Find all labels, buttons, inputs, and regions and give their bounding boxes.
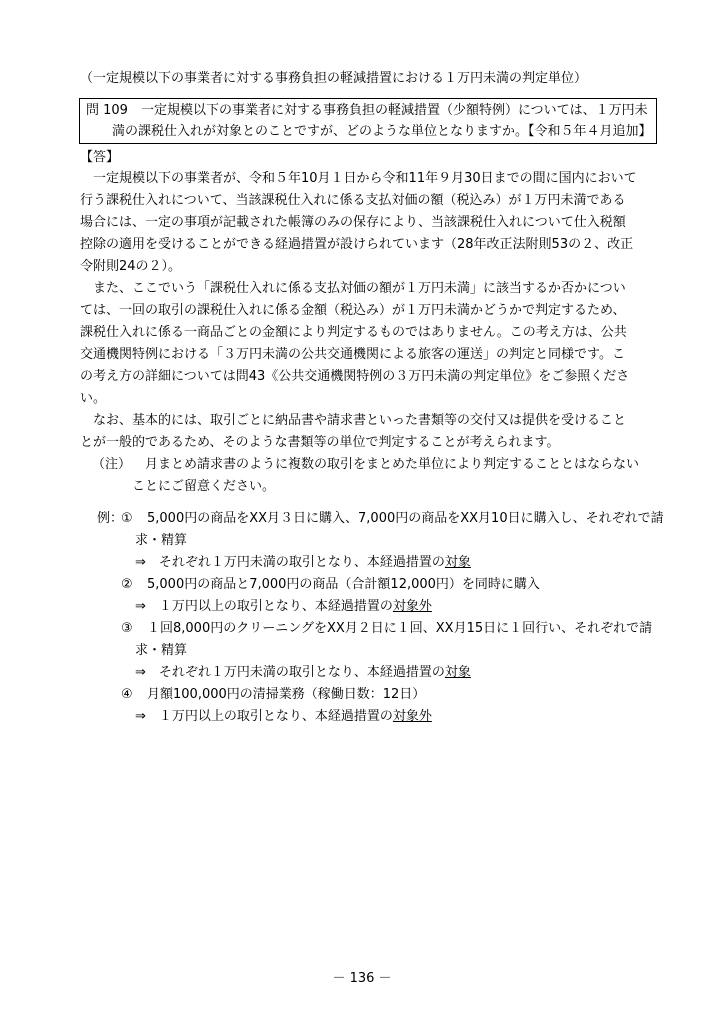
note-line-2: ことにご留意ください。	[132, 479, 276, 494]
example-line: 月額100,000円の清掃業務（稼働日数：12日）	[147, 687, 426, 702]
note-line-1: 月まとめ請求書のように複数の取引をまとめた単位により判定することとはならない	[145, 457, 640, 472]
example-result-text: ⇒ １万円以上の取引となり、本経過措置の	[135, 599, 393, 614]
example-line: １回8,000円のクリーニングをXX月２日に１回、XX月15日に１回行い、それぞれで請	[147, 621, 653, 636]
note-label: （注）	[92, 457, 132, 472]
example-result-text: ⇒ それぞれ１万円未満の取引となり、本経過措置の	[135, 665, 445, 680]
example-result-text: ⇒ １万円以上の取引となり、本経過措置の	[135, 709, 393, 724]
example-result-emphasis: 対象	[444, 555, 471, 570]
para-line: また、ここでいう「課税仕入れに係る支払対価の額が１万円未満」に該当するか否かについ	[80, 281, 626, 296]
para-line: 場合には、一定の事項が記載された帳簿のみの保存により、当該課税仕入れについて仕入税額	[80, 215, 626, 230]
para-line: 一定規模以下の事業者が、令和５年10月１日から令和11年９月30日までの間に国内において	[80, 171, 637, 186]
page-number: － 136 －	[332, 971, 392, 986]
question-line-1: 問 109 一定規模以下の事業者に対する事務負担の軽減措置（少額特例）については、１万円未	[86, 103, 648, 118]
example-result-emphasis: 対象外	[392, 709, 432, 724]
example-line: 求・精算	[135, 643, 188, 658]
para-line: ては、一回の取引の課税仕入れに係る金額（税込み）が１万円未満かどうかで判定するため、	[80, 303, 626, 318]
para-line: 令附則24の２）。	[80, 259, 182, 274]
example-result-emphasis: 対象	[444, 665, 471, 680]
example-number: ③	[121, 621, 133, 636]
example-number: ②	[121, 577, 133, 592]
para-line: い。	[80, 391, 107, 406]
example-label: 例：	[97, 511, 124, 526]
para-line: 控除の適用を受けることができる経過措置が設けられています（28年改正法附則53の２、改正	[80, 237, 634, 252]
para-line: の考え方の詳細については問43《公共交通機関特例の３万円未満の判定単位》をご参照くださ	[80, 369, 630, 384]
example-result	[135, 664, 471, 682]
example-line: 5,000円の商品と7,000円の商品（合計額12,000円）を同時に購入	[147, 577, 540, 592]
example-result	[135, 708, 432, 726]
page-title: （一定規模以下の事業者に対する事務負担の軽減措置における１万円未満の判定単位）	[80, 71, 588, 86]
example-result	[135, 554, 471, 572]
example-result	[135, 598, 432, 616]
para-line: なお、基本的には、取引ごとに納品書や請求書といった書類等の交付又は提供を受けること	[80, 413, 627, 428]
para-line: 課税仕入れに係る一商品ごとの金額により判定するものではありません。この考え方は、公共	[80, 325, 627, 340]
example-result-emphasis: 対象外	[392, 599, 432, 614]
answer-label: 【答】	[80, 150, 120, 165]
example-line: 求・精算	[135, 533, 188, 548]
example-number: ④	[121, 687, 133, 702]
example-line: 5,000円の商品をXX月３日に購入、7,000円の商品をXX月10日に購入し、それぞれで請	[147, 511, 664, 526]
para-line: とが一般的であるため、そのような書類等の単位で判定することが考えられます。	[80, 435, 560, 450]
question-line-2: 満の課税仕入れが対象とのことですが、どのような単位となりますか。【令和５年４月追加】	[112, 124, 652, 139]
example-result-text: ⇒ それぞれ１万円未満の取引となり、本経過措置の	[135, 555, 445, 570]
para-line: 交通機関特例における「３万円未満の公共交通機関による旅客の運送」の判定と同様です。こ	[80, 347, 625, 362]
example-number: ①	[121, 511, 133, 526]
para-line: 行う課税仕入れについて、当該課税仕入れに係る支払対価の額（税込み）が１万円未満である	[80, 193, 626, 208]
